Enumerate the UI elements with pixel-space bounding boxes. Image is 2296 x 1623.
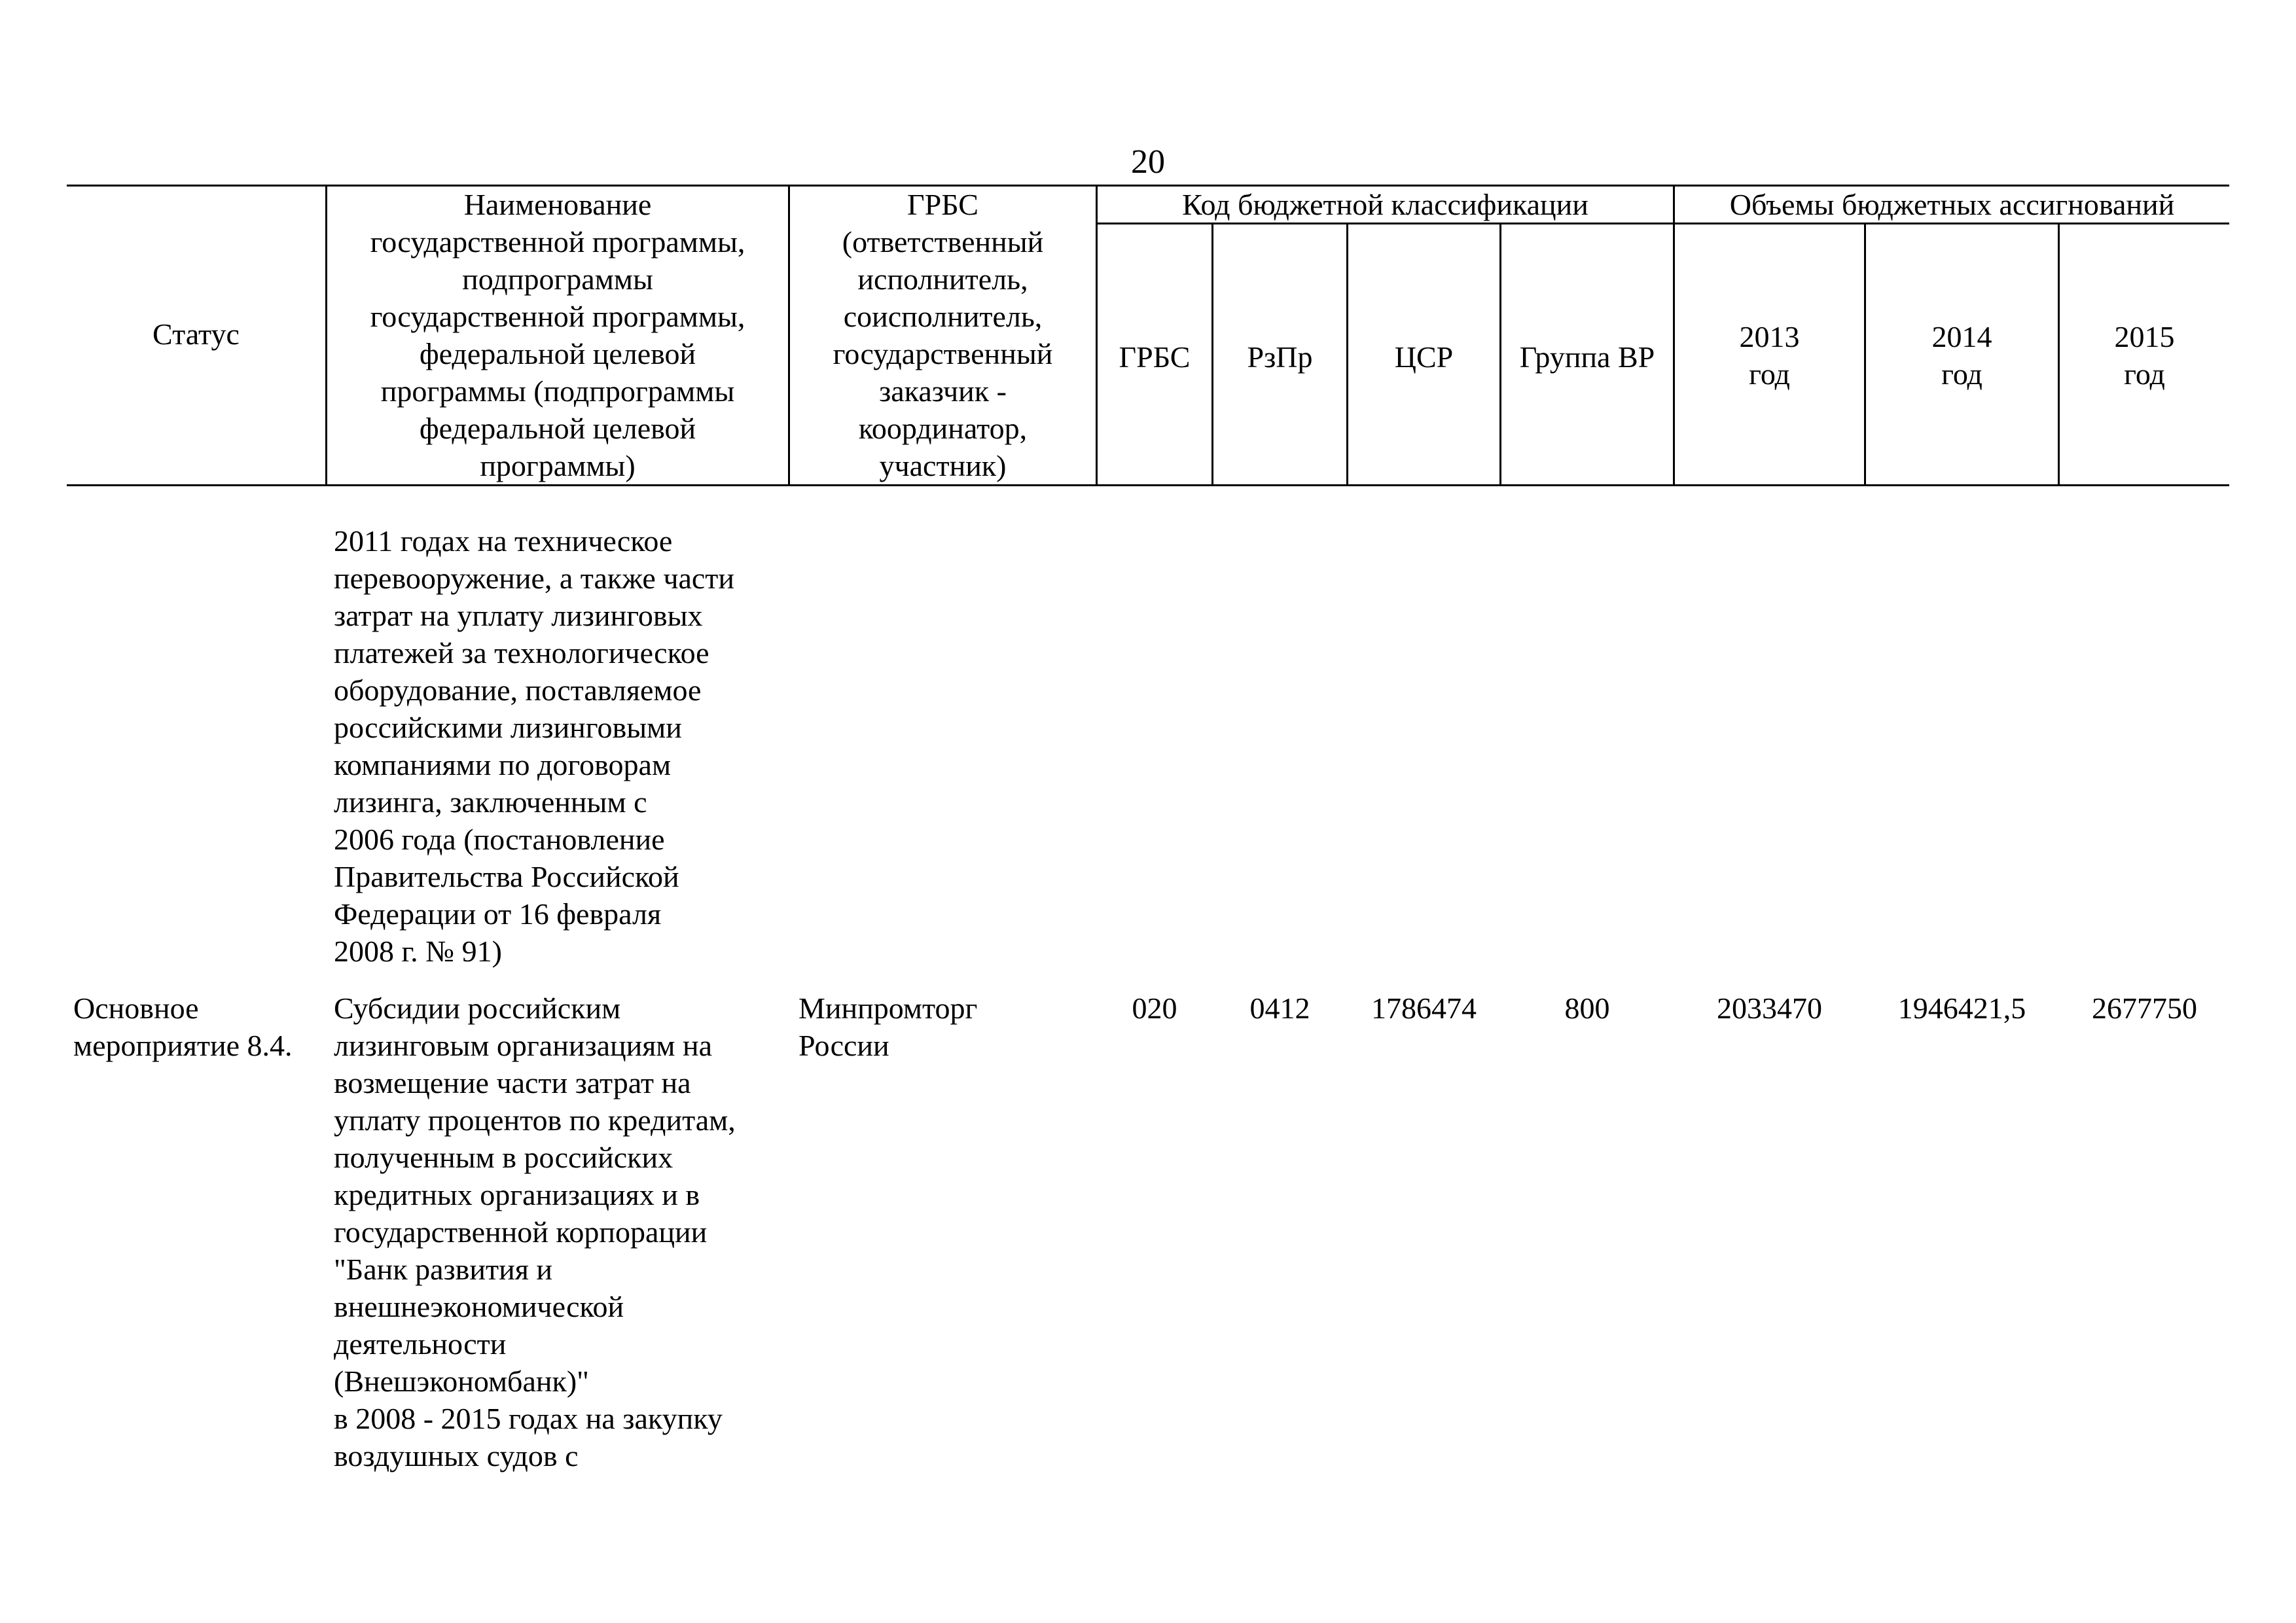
header-status: Статус [152, 317, 240, 351]
header-grbs-role: ГРБС (ответственный исполнитель, соисполнитель, государственный заказчик - координатор, участник) [833, 188, 1053, 482]
row-group-vr: 800 [1564, 991, 1610, 1025]
header-bottom-border [67, 484, 2229, 486]
row-program-name: Субсидии российским лизинговым организациям на возмещение части затрат на уплату процентов по кредитам, полученным в российских кредитных организациях и в государственной корпорации "Банк развития и внешнеэкономической деятельности (Внешэкономбанк)" в 2008 - 2015 годах на закупку воздушных судов с [334, 991, 736, 1472]
row-csr: 1786474 [1371, 991, 1477, 1025]
row-rzpr: 0412 [1249, 991, 1310, 1025]
row-status: Основное мероприятие 8.4. [73, 991, 293, 1062]
header-rzpr: РзПр [1247, 340, 1313, 374]
header-program-name: Наименование государственной программы, подпрограммы государственной программы, федеральной целевой программы (подпрограммы федеральной целевой программы) [370, 188, 745, 482]
header-group-vr: Группа ВР [1519, 340, 1655, 374]
row-year-2014: 1946421,5 [1897, 991, 2026, 1025]
header-year-2014: 2014 год [1931, 320, 1992, 391]
header-budget-volume-group: Объемы бюджетных ассигнований [1729, 188, 2175, 221]
header-year-2015: 2015 год [2114, 320, 2175, 391]
header-grbs: ГРБС [1119, 340, 1191, 374]
header-csr: ЦСР [1394, 340, 1454, 374]
header-budget-code-group: Код бюджетной классификации [1182, 188, 1588, 221]
row-grbs-role: Минпромторг России [798, 991, 978, 1062]
row-year-2015: 2677750 [2092, 991, 2197, 1025]
col-divider-3 [1096, 185, 1098, 486]
row-year-2013: 2033470 [1717, 991, 1822, 1025]
header-year-2013: 2013 год [1739, 320, 1800, 391]
row-program-name: 2011 годах на техническое перевооружение, а также части затрат на уплату лизинговых платежей за технологическое оборудование, поставляемое российскими лизинговыми компаниями по договорам лизинга, заключенным с 2006 года (постановление Правительства Российской Федерации от 16 февраля 2008 г. № 91) [334, 524, 735, 968]
row-grbs: 020 [1132, 991, 1177, 1025]
page-number: 20 [1131, 143, 1165, 181]
